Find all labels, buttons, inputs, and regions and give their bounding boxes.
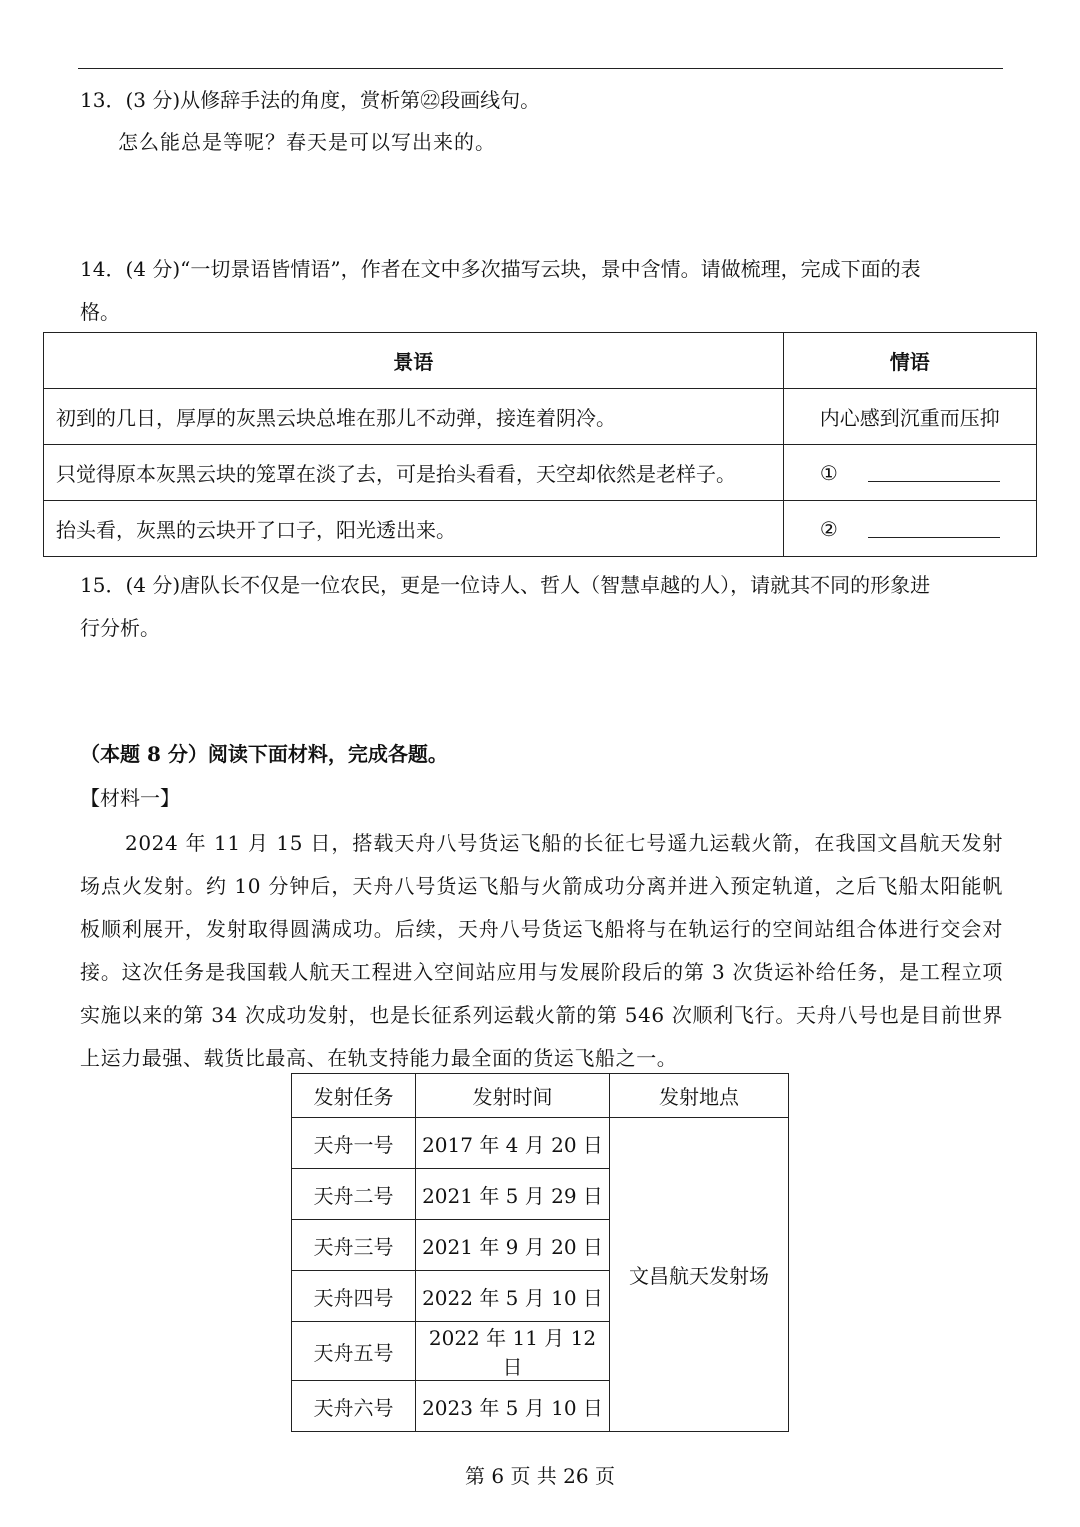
- mission-cell: 天舟五号: [292, 1322, 416, 1381]
- mission-cell: 天舟一号: [292, 1118, 416, 1169]
- answer-blank[interactable]: [868, 463, 1000, 482]
- section-heading: （本题 8 分）阅读下面材料，完成各题。: [80, 742, 448, 766]
- launch-table: [291, 1073, 789, 1432]
- date-cell: 2023 年 5 月 10 日: [416, 1381, 610, 1432]
- header-emotion: 情语: [783, 333, 1036, 389]
- mission-cell: 天舟二号: [292, 1169, 416, 1220]
- table-row: [44, 445, 1037, 501]
- mission-cell: 天舟六号: [292, 1381, 416, 1432]
- emotion-answer-cell: [783, 445, 1036, 501]
- header-scene: 景语: [44, 333, 784, 389]
- page-footer: 第 6 页 共 26 页: [465, 1464, 615, 1488]
- table-header-row: [44, 333, 1037, 389]
- table-row: [292, 1118, 789, 1169]
- blank-marker: ②: [819, 516, 838, 541]
- blank-marker: ①: [819, 460, 838, 485]
- table-row: [44, 501, 1037, 557]
- mission-cell: 天舟三号: [292, 1220, 416, 1271]
- mission-cell: 天舟四号: [292, 1271, 416, 1322]
- top-rule: [78, 68, 1003, 69]
- question-15-prompt-line1: 15．(4 分)唐队长不仅是一位农民，更是一位诗人、哲人（智慧卓越的人），请就其不同的形象进: [80, 573, 931, 597]
- emotion-cell: 内心感到沉重而压抑: [783, 389, 1036, 445]
- header-date: 发射时间: [416, 1074, 610, 1118]
- scene-cell: 抬头看，灰黑的云块开了口子，阳光透出来。: [44, 501, 784, 557]
- scene-emotion-table: [43, 332, 1037, 557]
- header-location: 发射地点: [610, 1074, 789, 1118]
- question-13-quote: 怎么能总是等呢？春天是可以写出来的。: [118, 130, 496, 154]
- header-mission: 发射任务: [292, 1074, 416, 1118]
- date-cell: 2017 年 4 月 20 日: [416, 1118, 610, 1169]
- answer-blank[interactable]: [868, 519, 1000, 538]
- location-cell: 文昌航天发射场: [610, 1118, 789, 1432]
- question-14-prompt-line1: 14．(4 分)“一切景语皆情语”，作者在文中多次描写云块，景中含情。请做梳理，完成下面的表: [80, 257, 921, 281]
- scene-cell: 只觉得原本灰黑云块的笼罩在淡了去，可是抬头看看，天空却依然是老样子。: [44, 445, 784, 501]
- date-cell: 2021 年 9 月 20 日: [416, 1220, 610, 1271]
- material-label: 【材料一】: [80, 786, 180, 810]
- date-cell: 2022 年 11 月 12 日: [416, 1322, 610, 1381]
- question-13-prompt: 13．(3 分)从修辞手法的角度，赏析第㉒段画线句。: [80, 88, 541, 112]
- table-row: [44, 389, 1037, 445]
- scene-cell: 初到的几日，厚厚的灰黑云块总堆在那儿不动弹，接连着阴冷。: [44, 389, 784, 445]
- table-header-row: [292, 1074, 789, 1118]
- emotion-answer-cell: [783, 501, 1036, 557]
- question-15-prompt-line2: 行分析。: [80, 616, 160, 640]
- date-cell: 2021 年 5 月 29 日: [416, 1169, 610, 1220]
- material-paragraph: 2024 年 11 月 15 日，搭载天舟八号货运飞船的长征七号遥九运载火箭，在我国文昌航天发射场点火发射。约 10 分钟后，天舟八号货运飞船与火箭成功分离并进入预定轨道，之后飞船太阳能帆板顺利展开，发射取得圆满成功。后续，天舟八号货运飞船将与在轨运行的空间站组合体进行交会对接。这次任务是我国载人航天工程进入空间站应用与发展阶段后的第 3 次货运补给任务，是工程立项实施以来的第 34 次成功发射，也是长征系列运载火箭的第 546 次顺利飞行。天舟八号也是目前世界上运力最强、载货比最高、在轨支持能力最全面的货运飞船之一。: [80, 831, 1003, 1070]
- question-14-prompt-line2: 格。: [80, 300, 120, 324]
- date-cell: 2022 年 5 月 10 日: [416, 1271, 610, 1322]
